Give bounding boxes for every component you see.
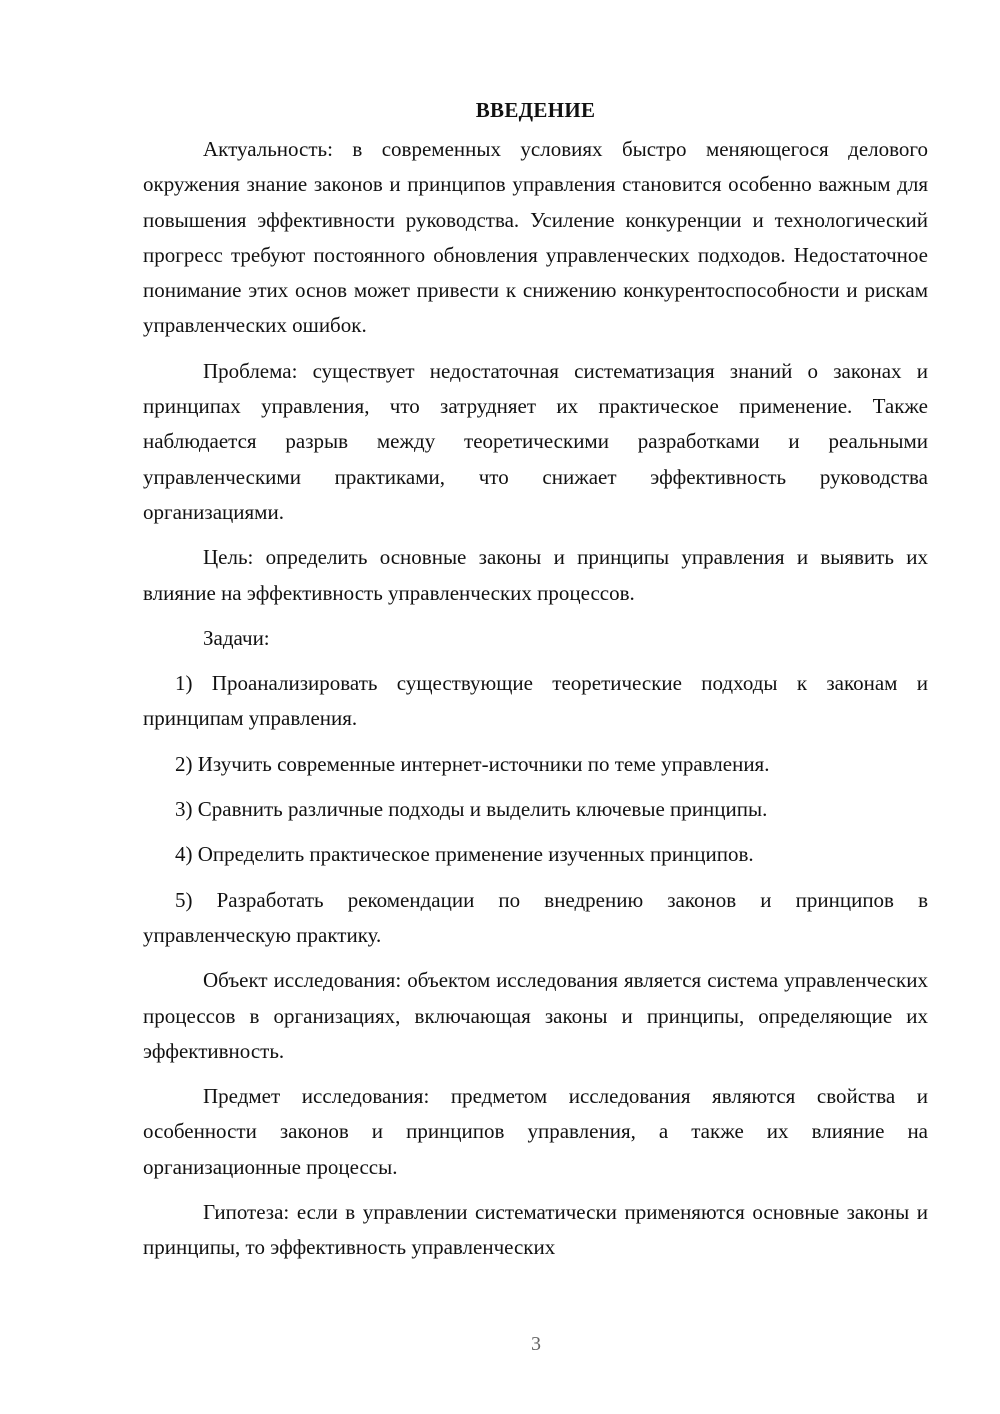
paragraph-hypothesis: Гипотеза: если в управлении систематически применяются основные законы и принципы, то эффективность управленческих <box>143 1200 928 1260</box>
task-item-1: 1) Проанализировать существующие теоретические подходы к законам и принципам управления. <box>143 671 928 731</box>
section-heading: ВВЕДЕНИЕ <box>475 98 596 122</box>
page-content <box>143 92 928 1276</box>
task-item-4: 4) Определить практическое применение изученных принципов. <box>175 842 754 867</box>
page-number: 3 <box>531 1333 541 1355</box>
task-item-5: 5) Разработать рекомендации по внедрению законов и принципов в управленческую практику. <box>143 887 928 947</box>
paragraph-object: Объект исследования: объектом исследования является система управленческих процессов в организациях, включающая законы и принципы, определяющие их эффективность. <box>143 968 928 1063</box>
paragraph-relevance: Актуальность: в современных условиях быстро меняющегося делового окружения знание законов и принципов управления становится особенно важным для повышения эффективности руководства. Усиление конкуренции и технологический прогресс требуют постоянного обновления управленческих подходов. Недостаточное понимание этих основ может привести к снижению конкурентоспособности и рискам управленческих ошибок. <box>143 137 928 338</box>
paragraph-goal: Цель: определить основные законы и принципы управления и выявить их влияние на эффективность управленческих процессов. <box>143 545 928 605</box>
paragraph-problem: Проблема: существует недостаточная систематизация знаний о законах и принципах управления, что затрудняет их практическое применение. Также наблюдается разрыв между теоретическими разработками и реальными управленческими практиками, что снижает эффективность руководства организациями. <box>143 358 928 524</box>
paragraph-subject: Предмет исследования: предметом исследования являются свойства и особенности законов и принципов управления, а также их влияние на организационные процессы. <box>143 1084 928 1179</box>
task-item-3: 3) Сравнить различные подходы и выделить ключевые принципы. <box>175 797 768 822</box>
paragraph-tasks-label: Задачи: <box>203 625 270 650</box>
task-item-2: 2) Изучить современные интернет-источники по теме управления. <box>175 751 770 776</box>
